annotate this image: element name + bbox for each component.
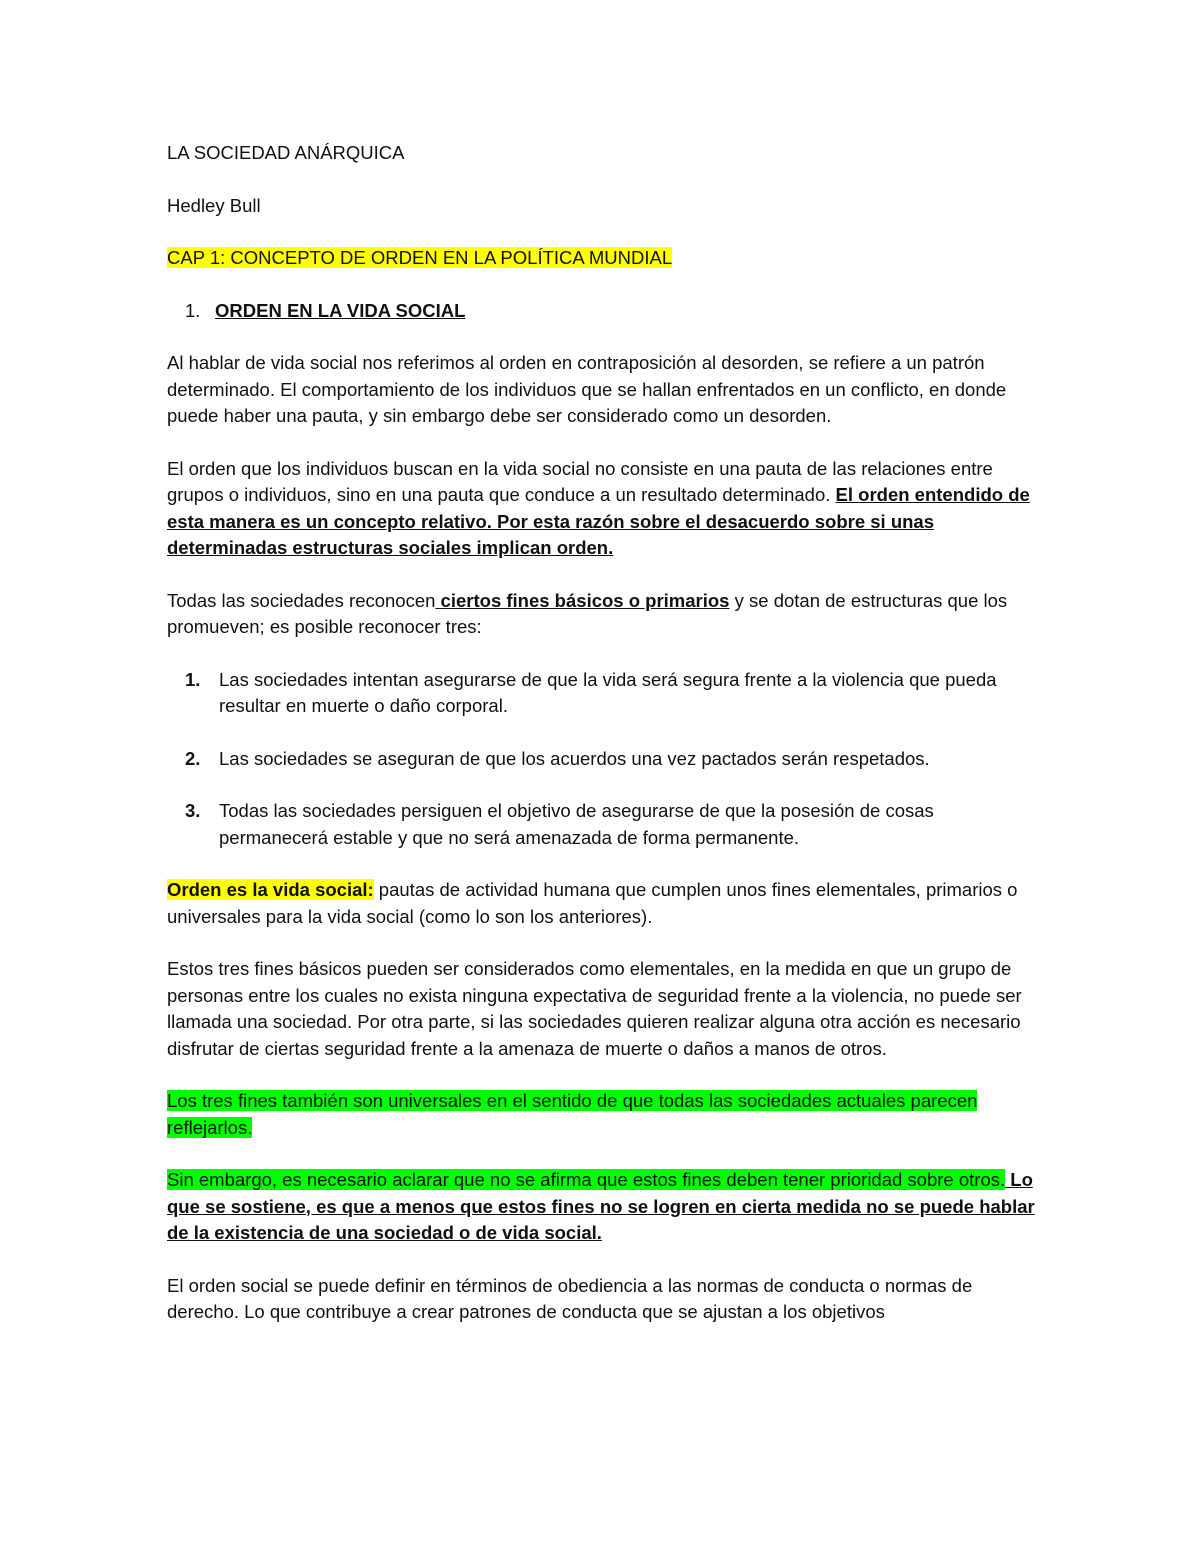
- document-body: [167, 140, 1047, 1352]
- paragraph-3-emphasis: ciertos fines básicos o primarios: [435, 589, 730, 611]
- paragraph-2-text: El orden que los individuos buscan en la vida social no consiste en una pauta de las relaciones entre grupos o individuos, sino en una pauta que conduce a un resultado determinado.: [167, 457, 993, 505]
- list-item: [167, 667, 1047, 720]
- section-heading: [167, 298, 1047, 325]
- chapter-heading: [167, 245, 1047, 272]
- list-item-number: 1.: [185, 668, 201, 690]
- section-number: 1.: [185, 299, 201, 321]
- list-item: [167, 798, 1047, 851]
- paragraph-1: Al hablar de vida social nos referimos al orden en contraposición al desorden, se refiere a un patrón determinado. El comportamiento de los individuos que se hallan enfrentados en un conflicto, en donde puede haber una pauta, y sin embargo debe ser considerado como un desorden.: [167, 352, 1007, 426]
- paragraph-7: [167, 1167, 1047, 1247]
- paragraph-3: [167, 588, 1047, 641]
- paragraph-2: [167, 456, 1047, 562]
- paragraph-3-end: y se dotan de estructuras que los promueven; es posible reconocer tres:: [167, 589, 1008, 637]
- definition-term: Orden es la vida social:: [167, 879, 374, 900]
- paragraph-2-emphasis: El orden entendido de esta manera es un concepto relativo. Por esta razón sobre el desacuerdo sobre si unas determinadas estructuras sociales implican orden.: [167, 484, 1030, 558]
- paragraph-7-highlight: Sin embargo, es necesario aclarar que no se afirma que estos fines deben tener prioridad sobre otros.: [167, 1169, 1006, 1190]
- paragraph-3-start: Todas las sociedades reconocen: [167, 589, 436, 611]
- aims-list: [167, 667, 1047, 852]
- document-author: Hedley Bull: [167, 194, 261, 216]
- chapter-heading-text: CAP 1: CONCEPTO DE ORDEN EN LA POLÍTICA MUNDIAL: [167, 247, 673, 268]
- paragraph-6-highlight: Los tres fines también son universales en el sentido de que todas las sociedades actuales parecen reflejarlos.: [167, 1090, 978, 1138]
- paragraph-6: [167, 1088, 1047, 1141]
- list-item-text: Las sociedades intentan asegurarse de que la vida será segura frente a la violencia que pueda resultar en muerte o daño corporal.: [219, 668, 997, 716]
- paragraph-8: El orden social se puede definir en términos de obediencia a las normas de conducta o normas de derecho. Lo que contribuye a crear patrones de conducta que se ajustan a los objetivos: [167, 1274, 973, 1322]
- list-item-number: 3.: [185, 800, 201, 821]
- list-item-text: Las sociedades se aseguran de que los acuerdos una vez pactados serán respetados.: [219, 747, 930, 769]
- paragraph-5: Estos tres fines básicos pueden ser considerados como elementales, en la medida en que un grupo de personas entre los cuales no exista ninguna expectativa de seguridad frente a la violencia, no puede ser llamada una sociedad. Por otra parte, si las sociedades quieren realizar alguna otra acción es necesario disfrutar de ciertas seguridad frente a la amenaza de muerte o daños a manos de otros.: [167, 958, 1022, 1059]
- list-item: [167, 746, 1047, 773]
- paragraph-7-emphasis: Lo que se sostiene, es que a menos que estos fines no se logren en cierta medida no se puede hablar de la existencia de una sociedad o de vida social.: [167, 1169, 1035, 1243]
- list-item-number: 2.: [185, 747, 201, 769]
- definition-text: pautas de actividad humana que cumplen unos fines elementales, primarios o universales para la vida social (como lo son los anteriores).: [167, 879, 1018, 927]
- section-heading-item: [167, 298, 1047, 325]
- document-title: LA SOCIEDAD ANÁRQUICA: [167, 142, 405, 163]
- list-item-text: Todas las sociedades persiguen el objetivo de asegurarse de que la posesión de cosas permanecerá estable y que no será amenazada de forma permanente.: [219, 800, 934, 848]
- paragraph-4: [167, 877, 1047, 930]
- section-title: ORDEN EN LA VIDA SOCIAL: [215, 299, 466, 321]
